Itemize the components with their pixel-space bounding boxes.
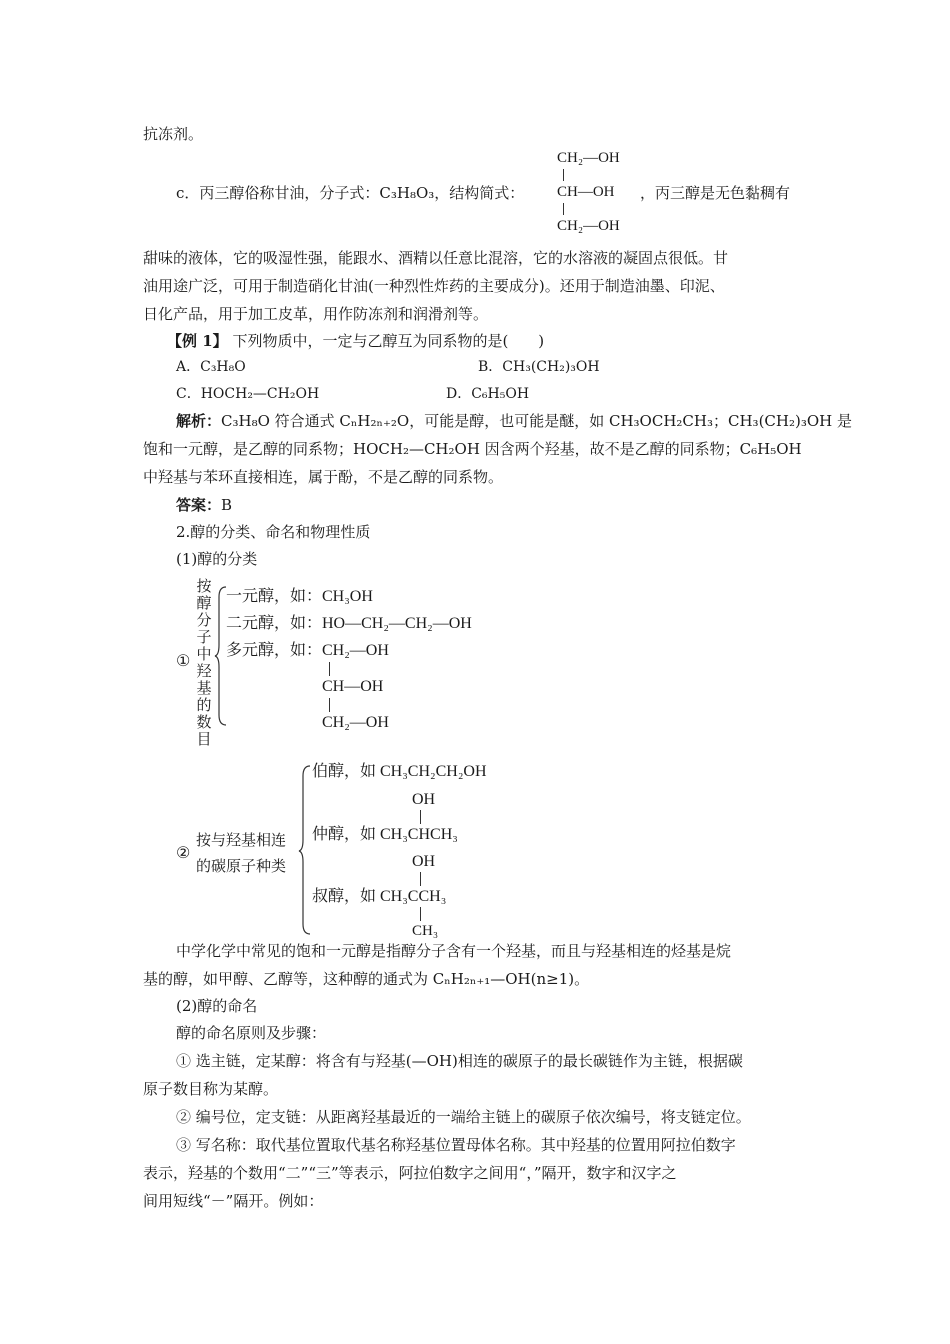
vertical-label-char: 目 <box>196 730 212 748</box>
bond-line <box>329 698 330 712</box>
example-question: 【例 1】 下列物质中，一定与乙醇互为同系物的是( ) <box>167 332 545 350</box>
vertical-label-char: 按 <box>196 577 212 595</box>
glycerol-structure-line: CH₂—OH <box>557 218 620 234</box>
brace-icon <box>298 764 312 936</box>
oh-group: OH <box>412 853 436 870</box>
subsection-heading: (1)醇的分类 <box>176 550 258 568</box>
mono-alcohol: 一元醇，如：CH₃OH <box>226 588 373 605</box>
answer: 答案：B <box>176 496 233 514</box>
vertical-label-char: 中 <box>196 645 212 663</box>
option-b: B．CH₃(CH₂)₃OH <box>478 359 600 375</box>
glycerol-tail: ，丙三醇是无色黏稠有 <box>640 184 791 202</box>
di-alcohol: 二元醇，如：HO—CH₂—CH₂—OH <box>226 615 472 632</box>
rule-line: ③ 写名称：取代基位置取代基名称羟基位置母体名称。其中羟基的位置用阿拉伯数字 <box>176 1136 736 1154</box>
bond-line <box>420 810 421 824</box>
rule-line: 间用短线“－”隔开。例如： <box>143 1192 324 1210</box>
text-line: 醇的命名原则及步骤： <box>176 1024 327 1042</box>
poly-structure-line: CH₂—OH <box>322 714 389 731</box>
subsection-heading: (2)醇的命名 <box>176 997 258 1015</box>
bond-line <box>420 872 421 886</box>
rule-line: 原子数目称为某醇。 <box>143 1080 279 1098</box>
circle-number-2: ② <box>176 843 191 862</box>
analysis-line: 解析：C₃H₈O 符合通式 CₙH₂ₙ₊₂O，可能是醇，也可能是醚，如 CH₃OCH₂CH₃；CH₃(CH₂)₃OH 是 <box>176 412 852 430</box>
option-c: C．HOCH₂—CH₂OH <box>176 386 320 402</box>
text-line: 油用途广泛，可用于制造硝化甘油(一种烈性炸药的主要成分)。还用于制造油墨、印泥、 <box>143 277 725 295</box>
text-line: 抗冻剂。 <box>143 125 204 143</box>
bond-line <box>420 907 421 921</box>
category-label: 按与羟基相连 <box>196 831 287 849</box>
poly-structure-line: CH—OH <box>322 678 384 695</box>
text-line: 甜味的液体，它的吸湿性强，能跟水、酒精以任意比混溶，它的水溶液的凝固点很低。甘 <box>143 249 729 267</box>
text-line: 日化产品，用于加工皮革，用作防冻剂和润滑剂等。 <box>143 305 489 323</box>
vertical-label-char: 羟 <box>196 662 212 680</box>
bond-line <box>563 169 564 181</box>
primary-alcohol: 伯醇，如 CH₃CH₂CH₂OH <box>312 763 487 780</box>
glycerol-structure-line: CH₂—OH <box>557 150 620 166</box>
category-label: 的碳原子种类 <box>196 857 287 875</box>
analysis-line: 饱和一元醇，是乙醇的同系物；HOCH₂—CH₂OH 因含两个羟基，故不是乙醇的同系物；C₆H₅OH <box>143 440 802 458</box>
glycerol-intro: c．丙三醇俗称甘油，分子式：C₃H₈O₃，结构简式： <box>176 184 525 202</box>
vertical-label-char: 基 <box>196 679 212 697</box>
section-heading: 2.醇的分类、命名和物理性质 <box>176 523 371 541</box>
circle-number-1: ① <box>176 651 191 670</box>
vertical-label-char: 的 <box>196 696 212 714</box>
rule-line: ① 选主链，定某醇：将含有与羟基(—OH)相连的碳原子的最长碳链作为主链，根据碳 <box>176 1052 743 1070</box>
methyl-group: CH₃ <box>412 923 439 939</box>
text-line: 基的醇，如甲醇、乙醇等，这种醇的通式为 CₙH₂ₙ₊₁—OH(n≥1)。 <box>143 970 590 988</box>
rule-line: 表示，羟基的个数用“二”“三”等表示，阿拉伯数字之间用“，”隔开，数字和汉字之 <box>143 1164 677 1182</box>
analysis-line: 中羟基与苯环直接相连，属于酚，不是乙醇的同系物。 <box>143 468 504 486</box>
text-line: 中学化学中常见的饱和一元醇是指醇分子含有一个羟基，而且与羟基相连的烃基是烷 <box>176 942 732 960</box>
oh-group: OH <box>412 791 436 808</box>
rule-line: ② 编号位，定支链：从距离羟基最近的一端给主链上的碳原子依次编号，将支链定位。 <box>176 1108 751 1126</box>
vertical-label-char: 数 <box>196 713 212 731</box>
secondary-alcohol: 仲醇，如 CH₃CHCH₃ <box>312 826 458 843</box>
option-a: A．C₃H₈O <box>176 359 246 375</box>
bond-line <box>563 203 564 215</box>
vertical-label-char: 子 <box>196 628 212 646</box>
bond-line <box>329 662 330 676</box>
glycerol-structure-line: CH—OH <box>557 184 615 200</box>
vertical-label-char: 分 <box>196 611 212 629</box>
option-d: D．C₆H₅OH <box>446 386 530 402</box>
poly-alcohol: 多元醇，如： <box>226 642 323 659</box>
poly-structure-line: CH₂—OH <box>322 642 389 659</box>
tertiary-alcohol: 叔醇，如 CH₃CCH₃ <box>312 888 447 905</box>
vertical-label-char: 醇 <box>196 594 212 612</box>
